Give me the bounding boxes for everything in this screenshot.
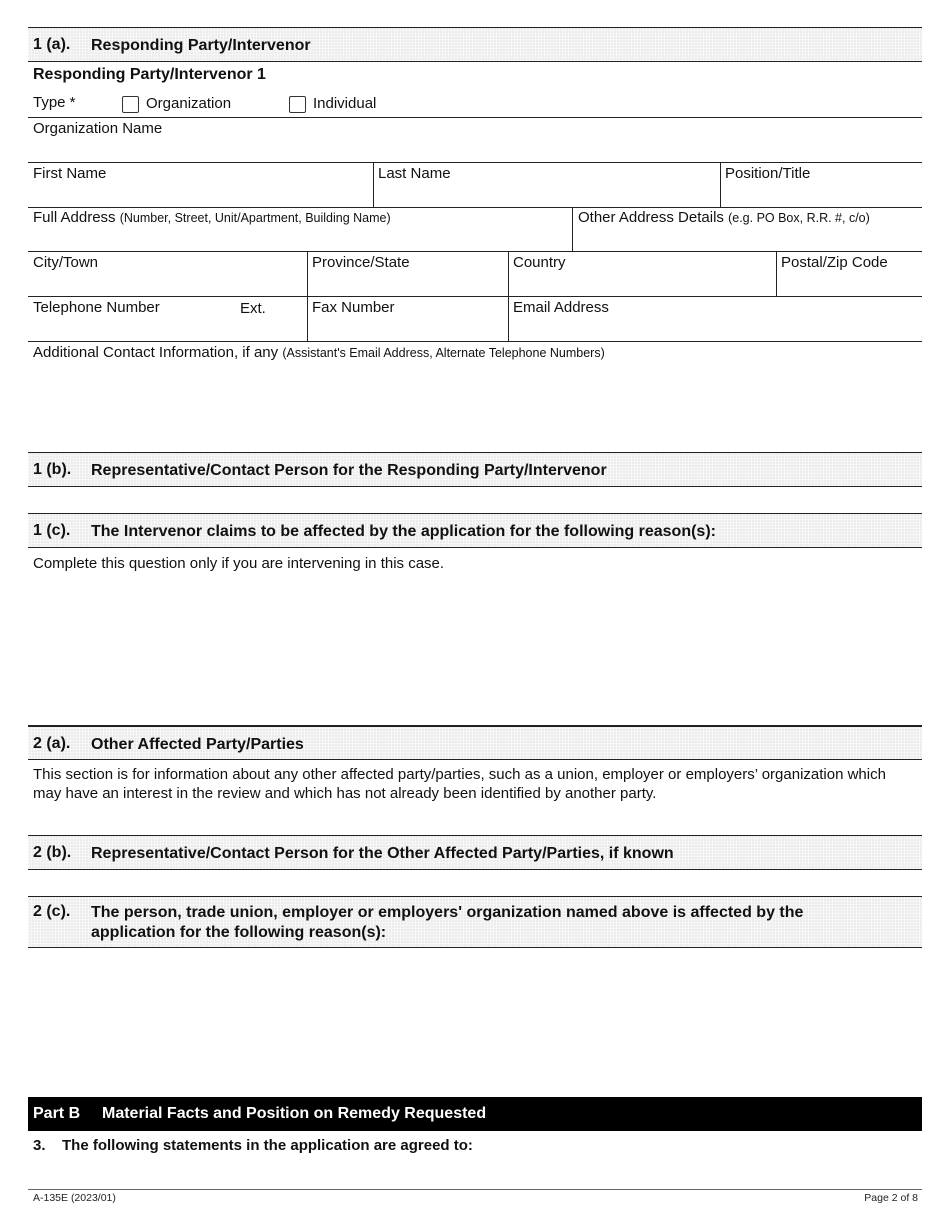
individual-option-label: Individual [313, 95, 377, 112]
postal-code-field[interactable] [777, 252, 922, 296]
country-field[interactable] [509, 252, 776, 296]
part-b-header [28, 1097, 922, 1131]
full-address-field[interactable] [28, 208, 572, 252]
country-label: Country [513, 254, 566, 271]
section-number: 2 (c). [33, 903, 71, 920]
organization-option-label: Organization [146, 95, 232, 112]
section-title: Representative/Contact Person for the Responding Party/Intervenor [91, 462, 607, 479]
section-2c-header [28, 896, 922, 948]
section-number: 1 (c). [33, 522, 71, 539]
divider [28, 341, 922, 342]
type-label: Type * [33, 94, 76, 111]
email-field[interactable] [509, 297, 922, 341]
first-name-label: First Name [33, 165, 107, 182]
fax-field[interactable] [308, 297, 508, 341]
organization-name-label: Organization Name [33, 120, 163, 137]
intervenor-reasons-field[interactable] [28, 576, 922, 721]
fax-label: Fax Number [312, 299, 395, 316]
section-1c-header [28, 513, 922, 548]
question-3-number: 3. [33, 1137, 46, 1154]
section-title: The Intervenor claims to be affected by the application for the following reason(s): [91, 523, 716, 540]
section-1c-note: Complete this question only if you are intervening in this case. [33, 555, 445, 572]
city-label: City/Town [33, 254, 99, 271]
section-number: 1 (a). [33, 36, 71, 53]
postal-code-label: Postal/Zip Code [781, 254, 888, 271]
form-id: A-135E (2023/01) [33, 1192, 116, 1204]
additional-contact-field[interactable] [28, 362, 922, 450]
other-address-hint: (e.g. PO Box, R.R. #, c/o) [728, 211, 870, 225]
telephone-field[interactable] [28, 297, 307, 341]
full-address-label-text: Full Address [33, 209, 116, 226]
telephone-label: Telephone Number [33, 299, 160, 316]
section-2a-note: This section is for information about any other affected party/parties, such as a union, employer or employers’ organization which may have an interest in the review and which has not already been identified by another party. [33, 766, 886, 802]
footer-divider [28, 1189, 922, 1190]
section-number: 1 (b). [33, 461, 72, 478]
province-field[interactable] [308, 252, 508, 296]
section-1b-header [28, 452, 922, 487]
position-title-label: Position/Title [725, 165, 811, 182]
section-1a-header [28, 27, 922, 62]
section-title: The person, trade union, employer or employers' organization named above is affected by the application for the following reason(s): [91, 904, 804, 941]
question-3-text: The following statements in the application are agreed to: [62, 1137, 473, 1154]
page-number: Page 2 of 8 [864, 1192, 918, 1204]
additional-contact-label-text: Additional Contact Information, if any [33, 344, 279, 361]
first-name-field[interactable] [28, 163, 373, 207]
section-title: Responding Party/Intervenor [91, 37, 311, 54]
section-title: Representative/Contact Person for the Other Affected Party/Parties, if known [91, 845, 674, 862]
position-title-field[interactable] [721, 163, 922, 207]
section-2b-header [28, 835, 922, 870]
email-label: Email Address [513, 299, 609, 316]
last-name-label: Last Name [378, 165, 451, 182]
part-b-title: Material Facts and Position on Remedy Requested [102, 1105, 487, 1122]
city-field[interactable] [28, 252, 307, 296]
section-2a-header [28, 725, 922, 760]
section-title: Other Affected Party/Parties [91, 736, 304, 753]
province-label: Province/State [312, 254, 410, 271]
section-number: 2 (b). [33, 844, 72, 861]
organization-name-field[interactable] [28, 118, 922, 162]
full-address-hint: (Number, Street, Unit/Apartment, Building Name) [119, 211, 391, 225]
organization-checkbox[interactable] [122, 96, 139, 113]
last-name-field[interactable] [374, 163, 720, 207]
additional-contact-hint: (Assistant's Email Address, Alternate Telephone Numbers) [282, 346, 605, 360]
extension-label: Ext. [240, 300, 266, 317]
other-address-field[interactable] [573, 208, 922, 252]
part-b-label: Part B [33, 1105, 81, 1122]
party-heading: Responding Party/Intervenor 1 [33, 66, 266, 83]
affected-reasons-field[interactable] [28, 950, 922, 1090]
other-address-label-text: Other Address Details [578, 209, 724, 226]
section-number: 2 (a). [33, 735, 71, 752]
individual-checkbox[interactable] [289, 96, 306, 113]
additional-contact-label [33, 344, 605, 361]
